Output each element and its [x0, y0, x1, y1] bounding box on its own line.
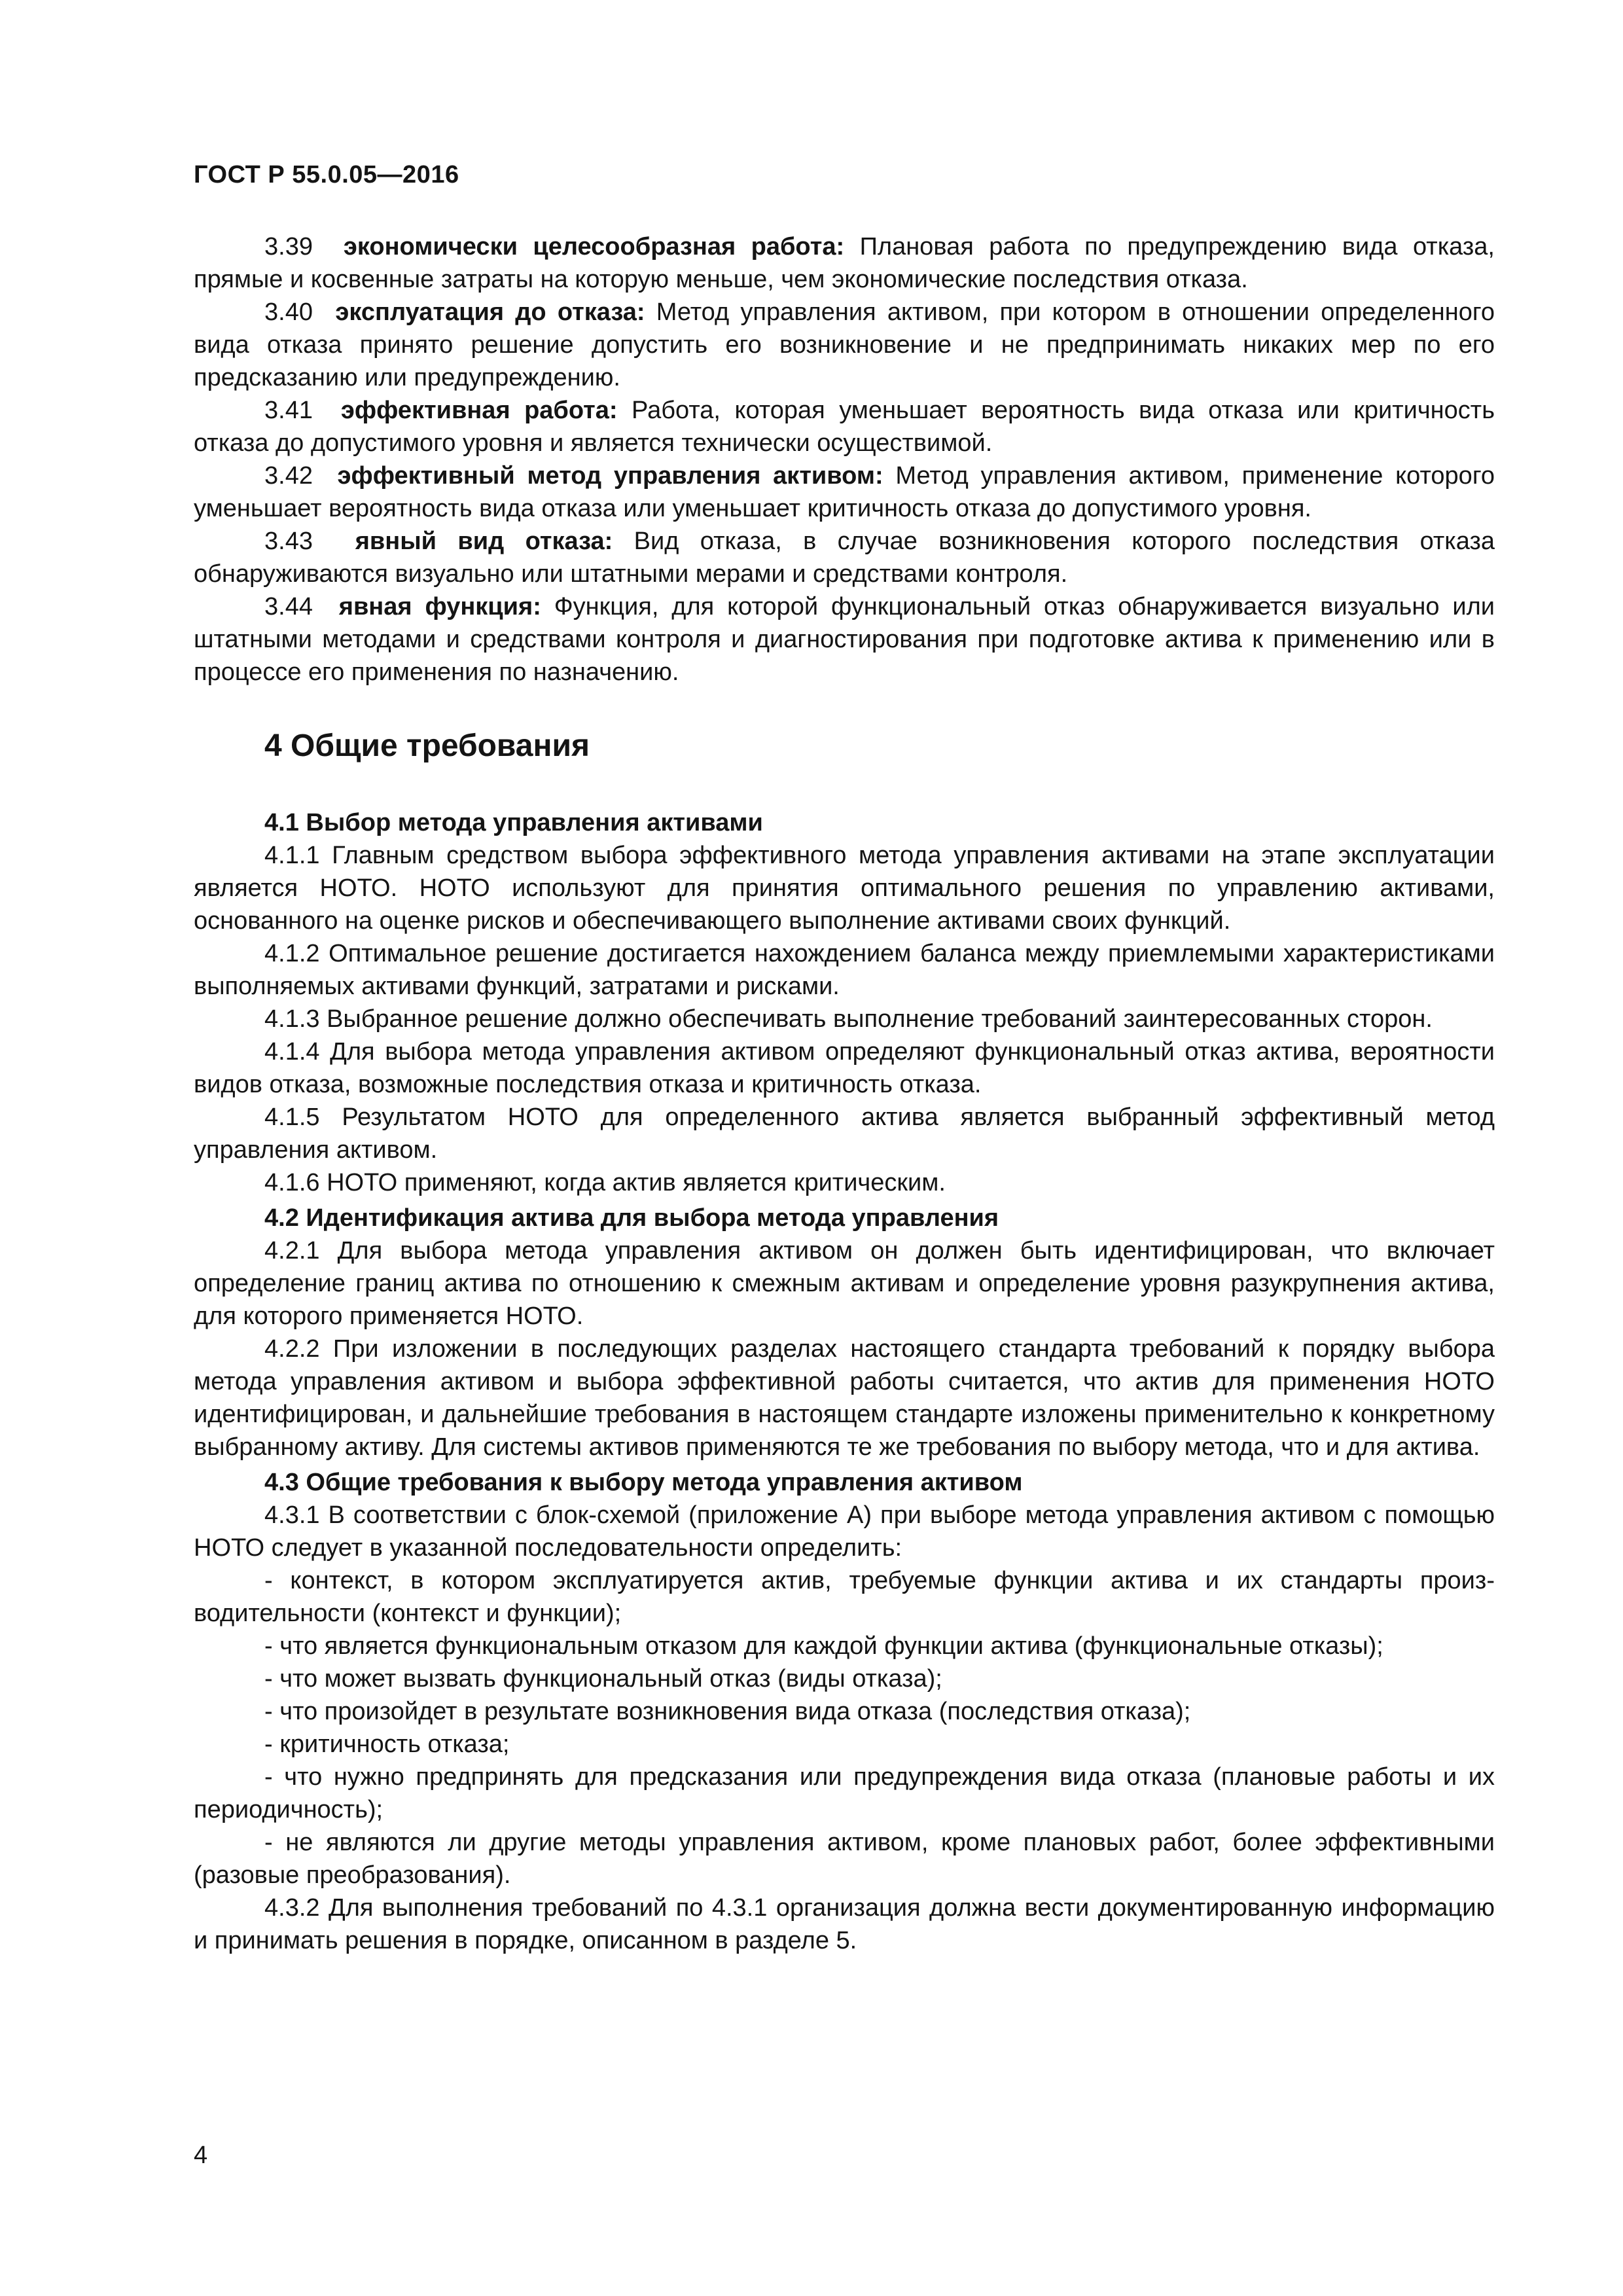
definition-3-44	[194, 590, 1495, 689]
paragraph-4-2-1: 4.2.1 Для выбора метода управления активом он должен быть идентифицирован, что включает определение границ актива по отношению к смежным активам и определение уровня разукрупнения актива, для которого применяется НОТО.	[194, 1237, 1495, 1330]
definition-text: Плановая работа по предупреждению вида отказа, прямые и косвенные затраты на которую меньше, чем экономические последствия отказа.	[194, 233, 1495, 293]
list-item: - что является функциональным отказом для каждой функции актива (функциональные отказы);	[264, 1632, 1383, 1660]
definition-term: эффективный метод управления активом:	[337, 462, 883, 490]
definition-term: экономически целесообразная работа:	[343, 233, 845, 260]
definition-3-42	[194, 459, 1495, 525]
paragraph-4-1-5: 4.1.5 Результатом НОТО для определенного актива является выбранный эффективный метод управления активом.	[194, 1103, 1495, 1164]
definition-number: 3.42	[264, 462, 313, 490]
paragraph-4-1-6: 4.1.6 НОТО применяют, когда актив является критическим.	[264, 1169, 946, 1196]
definition-3-43	[194, 525, 1495, 590]
definition-term: эффективная работа:	[340, 397, 618, 424]
definition-number: 3.39	[264, 233, 313, 260]
definition-term: явный вид отказа:	[355, 528, 613, 555]
paragraph-4-3-1: 4.3.1 В соответствии с блок-схемой (приложение А) при выборе метода управления активом с помощью НОТО следует в указанной последовательности определить:	[194, 1501, 1495, 1562]
paragraph-4-1-4: 4.1.4 Для выбора метода управления активом определяют функциональный отказ актива, вероятности видов отказа, возможные последствия отказа и критичность отказа.	[194, 1038, 1495, 1098]
paragraph-4-1-1: 4.1.1 Главным средством выбора эффективного метода управления активами на этапе эксплуатации является НОТО. НОТО используют для принятия оптимального решения по управлению активами, основанного на оценке рисков и обеспечивающего выполнение активами своих функций.	[194, 842, 1495, 935]
list-item: - контекст, в котором эксплуатируется актив, требуемые функции актива и их стандарты производительности (контекст и функции);	[194, 1567, 1495, 1627]
definition-text: Метод управления активом, применение которого уменьшает вероятность вида отказа или уменьшает критичность отказа до допустимого уровня.	[194, 462, 1495, 522]
subsection-4-1-title: 4.1 Выбор метода управления активами	[264, 809, 763, 836]
definition-number: 3.43	[264, 528, 313, 555]
subsection-4-3-title: 4.3 Общие требования к выбору метода управления активом	[264, 1469, 1023, 1496]
definition-term: эксплуатация до отказа:	[335, 298, 645, 326]
definition-number: 3.44	[264, 593, 313, 620]
definition-text: Вид отказа, в случае возникновения которого последствия отказа обнаруживаются визуально или штатными мерами и средствами контроля.	[194, 528, 1495, 588]
definition-term: явная функция:	[338, 593, 541, 620]
page-number: 4	[194, 2142, 208, 2169]
definition-text: Работа, которая уменьшает вероятность вида отказа или критичность отказа до допустимого уровня и является технически осуществимой.	[194, 397, 1495, 457]
paragraph-4-1-2: 4.1.2 Оптимальное решение достигается нахождением баланса между приемлемыми характеристиками выполняемых активами функций, затратами и рисками.	[194, 940, 1495, 1000]
page-body	[194, 230, 1495, 1957]
list-item: - что может вызвать функциональный отказ (виды отказа);	[264, 1665, 942, 1693]
list-item: - не являются ли другие методы управления активом, кроме плановых работ, более эффективными (разовые преобразования).	[194, 1829, 1495, 1889]
definition-number: 3.40	[264, 298, 313, 326]
definition-3-41	[194, 394, 1495, 459]
document-code-header: ГОСТ Р 55.0.05—2016	[194, 161, 459, 188]
paragraph-4-3-2: 4.3.2 Для выполнения требований по 4.3.1 организация должна вести документированную информацию и принимать решения в порядке, описанном в разделе 5.	[194, 1894, 1495, 1954]
definition-number: 3.41	[264, 397, 313, 424]
definition-3-39	[194, 230, 1495, 296]
definition-text: Метод управления активом, при котором в отношении определенного вида отказа принято решение допустить его возникновение и не предпринимать никаких мер по его предсказанию или предупреждению.	[194, 298, 1495, 391]
section-4-title: 4 Общие требования	[264, 728, 590, 763]
paragraph-4-1-3: 4.1.3 Выбранное решение должно обеспечивать выполнение требований заинтересованных сторон.	[264, 1005, 1433, 1033]
list-item: - критичность отказа;	[264, 1731, 510, 1758]
list-item: - что нужно предпринять для предсказания или предупреждения вида отказа (плановые работы и их периодичность);	[194, 1763, 1495, 1823]
definition-3-40	[194, 296, 1495, 394]
list-item: - что произойдет в результате возникновения вида отказа (последствия отказа);	[264, 1698, 1191, 1725]
paragraph-4-2-2: 4.2.2 При изложении в последующих разделах настоящего стандарта требований к порядку выбора метода управления активом и выбора эффективной работы считается, что актив для применения НОТО идентифицирован, и дальнейшие требования в настоящем стандарте изложены применительно к конкретному выбранному активу. Для системы активов применяются те же требования по выбору метода, что и для актива.	[194, 1335, 1495, 1461]
subsection-4-2-title: 4.2 Идентификация актива для выбора метода управления	[264, 1204, 999, 1232]
definition-text: Функция, для которой функциональный отказ обнаруживается визуально или штатными методами и средствами контроля и диагностирования при подготовке актива к применению или в процессе его применения по назначению.	[194, 593, 1495, 686]
